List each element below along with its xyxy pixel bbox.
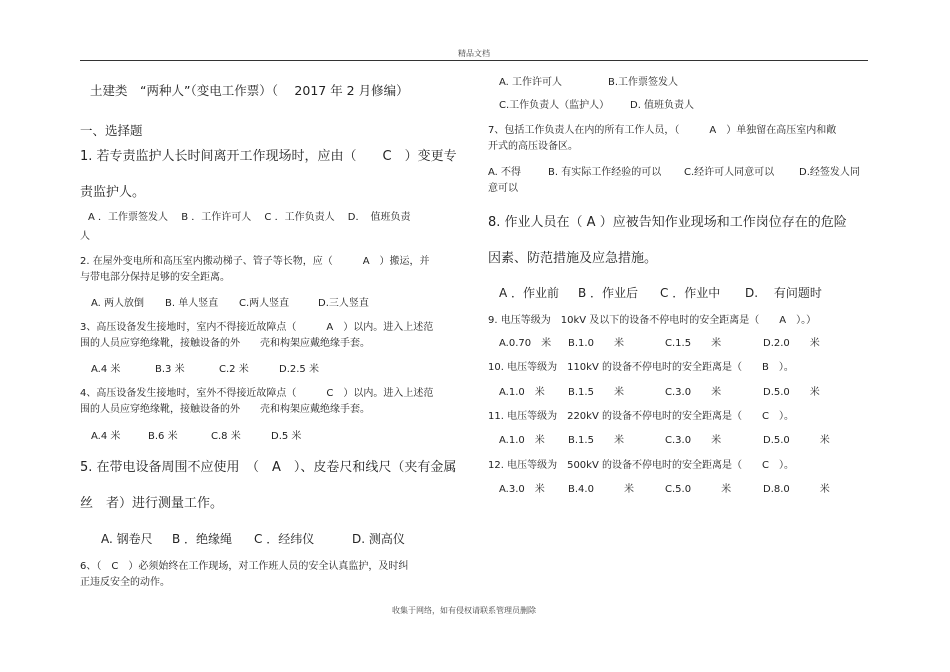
q8-option-b: B ．作业后 [578,286,639,300]
q4-option-b: B.6 米 [148,431,178,442]
q11-option-b: B.1.5 米 [568,435,624,446]
q8-text-line1: 8. 作业人员在（ A ）应被告知作业现场和工作岗位存在的危险 [488,215,847,230]
q3-text-line2: 围的人员应穿绝缘靴，接触设备的外 壳和构架应戴绝缘手套。 [80,338,370,349]
q8-option-c: C ．作业中 [660,286,721,300]
q1-text-line1: 1. 若专责监护人长时间离开工作现场时，应由（ C ）变更专 [80,149,457,164]
q2-option-c: C.两人竖直 [239,298,290,309]
q12-text: 12. 电压等级为 500kV 的设备不停电时的安全距离是（ C ）。 [488,460,794,471]
q4-option-c: C.8 米 [211,431,241,442]
q5-option-a: A. 钢卷尺 [101,532,153,546]
q8-option-d: D. 有问题时 [745,286,822,300]
q5-text-line2: 丝 者）进行测量工作。 [80,496,224,511]
q11-option-d: D.5.0 米 [763,435,830,446]
q10-text: 10. 电压等级为 110kV 的设备不停电时的安全距离是（ B ）。 [488,362,794,373]
q8-option-a: A ．作业前 [499,286,560,300]
q2-text-line1: 2. 在屋外变电所和高压室内搬动梯子、管子等长物，应（ A ）搬运，并 [80,256,430,267]
header-rule [80,60,868,61]
q3-option-d: D.2.5 米 [279,364,319,375]
section-heading: 一、选择题 [80,123,143,138]
q10-option-b: B.1.5 米 [568,387,624,398]
q7-text-line2: 开式的高压设备区。 [488,141,578,152]
q9-option-b: B.1.0 米 [568,338,624,349]
q3-option-b: B.3 米 [155,364,185,375]
q11-option-a: A.1.0 米 [499,435,545,446]
q6-option-a: A. 工作许可人 [499,77,563,88]
q2-option-b: B. 单人竖直 [165,298,219,309]
q10-option-d: D.5.0 米 [763,387,820,398]
q8-text-line2: 因素、防范措施及应急措施。 [488,251,658,266]
q1-text-line2: 责监护人。 [80,185,146,200]
q3-option-a: A.4 米 [91,364,121,375]
q7-option-c: C.经许可人同意可以 [684,167,775,178]
q3-option-c: C.2 米 [219,364,249,375]
q1-options-line1: A ．工作票签发人 B ．工作许可人 C ．工作负责人 D． 值班负责 [88,212,411,223]
q4-text-line1: 4、高压设备发生接地时，室外不得接近故障点（ C ）以内。进入上述范 [80,388,434,399]
q6-text-line2: 正违反安全的动作。 [80,577,170,588]
q6-option-d: D. 值班负责人 [630,100,695,111]
q2-option-d: D.三人竖直 [318,298,369,309]
q4-text-line2: 围的人员应穿绝缘靴，接触设备的外 壳和构架应戴绝缘手套。 [80,404,370,415]
q2-option-a: A. 两人放倒 [91,298,145,309]
q5-option-c: C ．经纬仪 [254,532,315,546]
q4-option-d: D.5 米 [271,431,302,442]
q9-text: 9. 电压等级为 10kV 及以下的设备不停电时的安全距离是（ A ）。） [488,315,817,326]
q5-option-b: B ．绝缘绳 [172,532,233,546]
q3-text-line1: 3、高压设备发生接地时，室内不得接近故障点（ A ）以内。进入上述范 [80,322,434,333]
q2-text-line2: 与带电部分保持足够的安全距离。 [80,272,230,283]
q11-option-c: C.3.0 米 [665,435,722,446]
q5-text-line1: 5. 在带电设备周围不应使用 （ A ）、皮卷尺和线尺（夹有金属 [80,460,457,475]
q9-option-d: D.2.0 米 [763,338,820,349]
q12-option-a: A.3.0 米 [499,484,545,495]
q7-text-line1: 7、包括工作负责人在内的所有工作人员，（ A ）单独留在高压室内和敞 [488,125,837,136]
q9-option-a: A.0.70 米 [499,338,552,349]
page-header-label: 精品文档 [458,49,490,58]
q7-option-a: A. 不得 [488,167,522,178]
q1-options-line2: 人 [80,231,90,242]
q9-option-c: C.1.5 米 [665,338,722,349]
q12-option-d: D.8.0 米 [763,484,830,495]
q6-option-c: C.工作负责人（监护人） [499,100,610,111]
q6-option-b: B.工作票签发人 [608,77,679,88]
q11-text: 11. 电压等级为 220kV 的设备不停电时的安全距离是（ C ）。 [488,411,794,422]
q12-option-c: C.5.0 米 [665,484,732,495]
q10-option-a: A.1.0 米 [499,387,545,398]
q7-options-line2: 意可以 [488,183,518,194]
page-footer-label: 收集于网络，如有侵权请联系管理员删除 [392,606,536,615]
q6-text-line1: 6、（ C ）必须始终在工作现场，对工作班人员的安全认真监护，及时纠 [80,561,409,572]
q7-option-d: D.经签发人同 [799,167,860,178]
q10-option-c: C.3.0 米 [665,387,722,398]
q5-option-d: D. 测高仪 [352,532,405,546]
q12-option-b: B.4.0 米 [568,484,634,495]
q7-option-b: B. 有实际工作经验的可以 [548,167,662,178]
q4-option-a: A.4 米 [91,431,121,442]
document-title: 土建类 “两种人”（变电工作票）（ 2017 年 2 月修编） [90,83,409,98]
